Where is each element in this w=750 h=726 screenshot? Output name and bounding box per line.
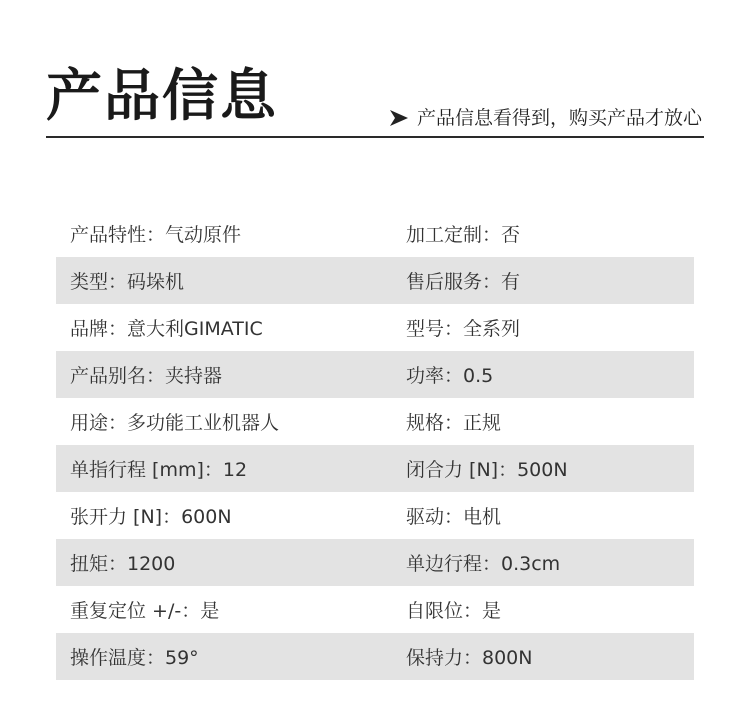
info-row	[56, 539, 694, 586]
info-row	[56, 398, 694, 445]
subtitle-text: 产品信息看得到，购买产品才放心	[416, 107, 702, 129]
info-cell-left: 扭矩：1200	[70, 553, 176, 575]
info-cell-right: 自限位：是	[406, 600, 502, 622]
info-cell-left: 单指行程 [mm]：12	[70, 459, 248, 481]
info-row	[56, 445, 694, 492]
info-cell-right: 型号：全系列	[406, 318, 521, 340]
info-row	[56, 586, 694, 633]
info-cell-left: 张开力 [N]：600N	[70, 506, 232, 528]
info-cell-left: 操作温度：59°	[70, 647, 199, 669]
info-cell-right: 加工定制：否	[406, 224, 521, 246]
arrow-right-icon	[389, 109, 409, 127]
info-row	[56, 351, 694, 398]
info-cell-left: 重复定位 +/-：是	[70, 600, 220, 622]
page-title: 产品信息	[46, 64, 278, 129]
info-cell-right: 保持力：800N	[406, 647, 533, 669]
info-cell-left: 产品别名：夹持器	[70, 365, 223, 387]
info-row	[56, 633, 694, 680]
info-row	[56, 492, 694, 539]
info-cell-left: 品牌：意大利GIMATIC	[70, 318, 263, 340]
info-row	[56, 304, 694, 351]
info-cell-left: 产品特性：气动原件	[70, 224, 242, 246]
info-cell-right: 单边行程：0.3cm	[406, 553, 561, 575]
page-subtitle	[389, 104, 702, 132]
info-row	[56, 210, 694, 257]
info-cell-right: 驱动：电机	[406, 506, 502, 528]
info-cell-left: 类型：码垛机	[70, 271, 185, 293]
product-info-table	[56, 210, 694, 680]
info-cell-right: 功率：0.5	[406, 365, 494, 387]
info-row	[56, 257, 694, 304]
info-cell-left: 用途：多功能工业机器人	[70, 412, 280, 434]
info-cell-right: 售后服务：有	[406, 271, 521, 293]
header-divider	[46, 136, 704, 138]
info-cell-right: 规格：正规	[406, 412, 502, 434]
info-cell-right: 闭合力 [N]：500N	[406, 459, 568, 481]
